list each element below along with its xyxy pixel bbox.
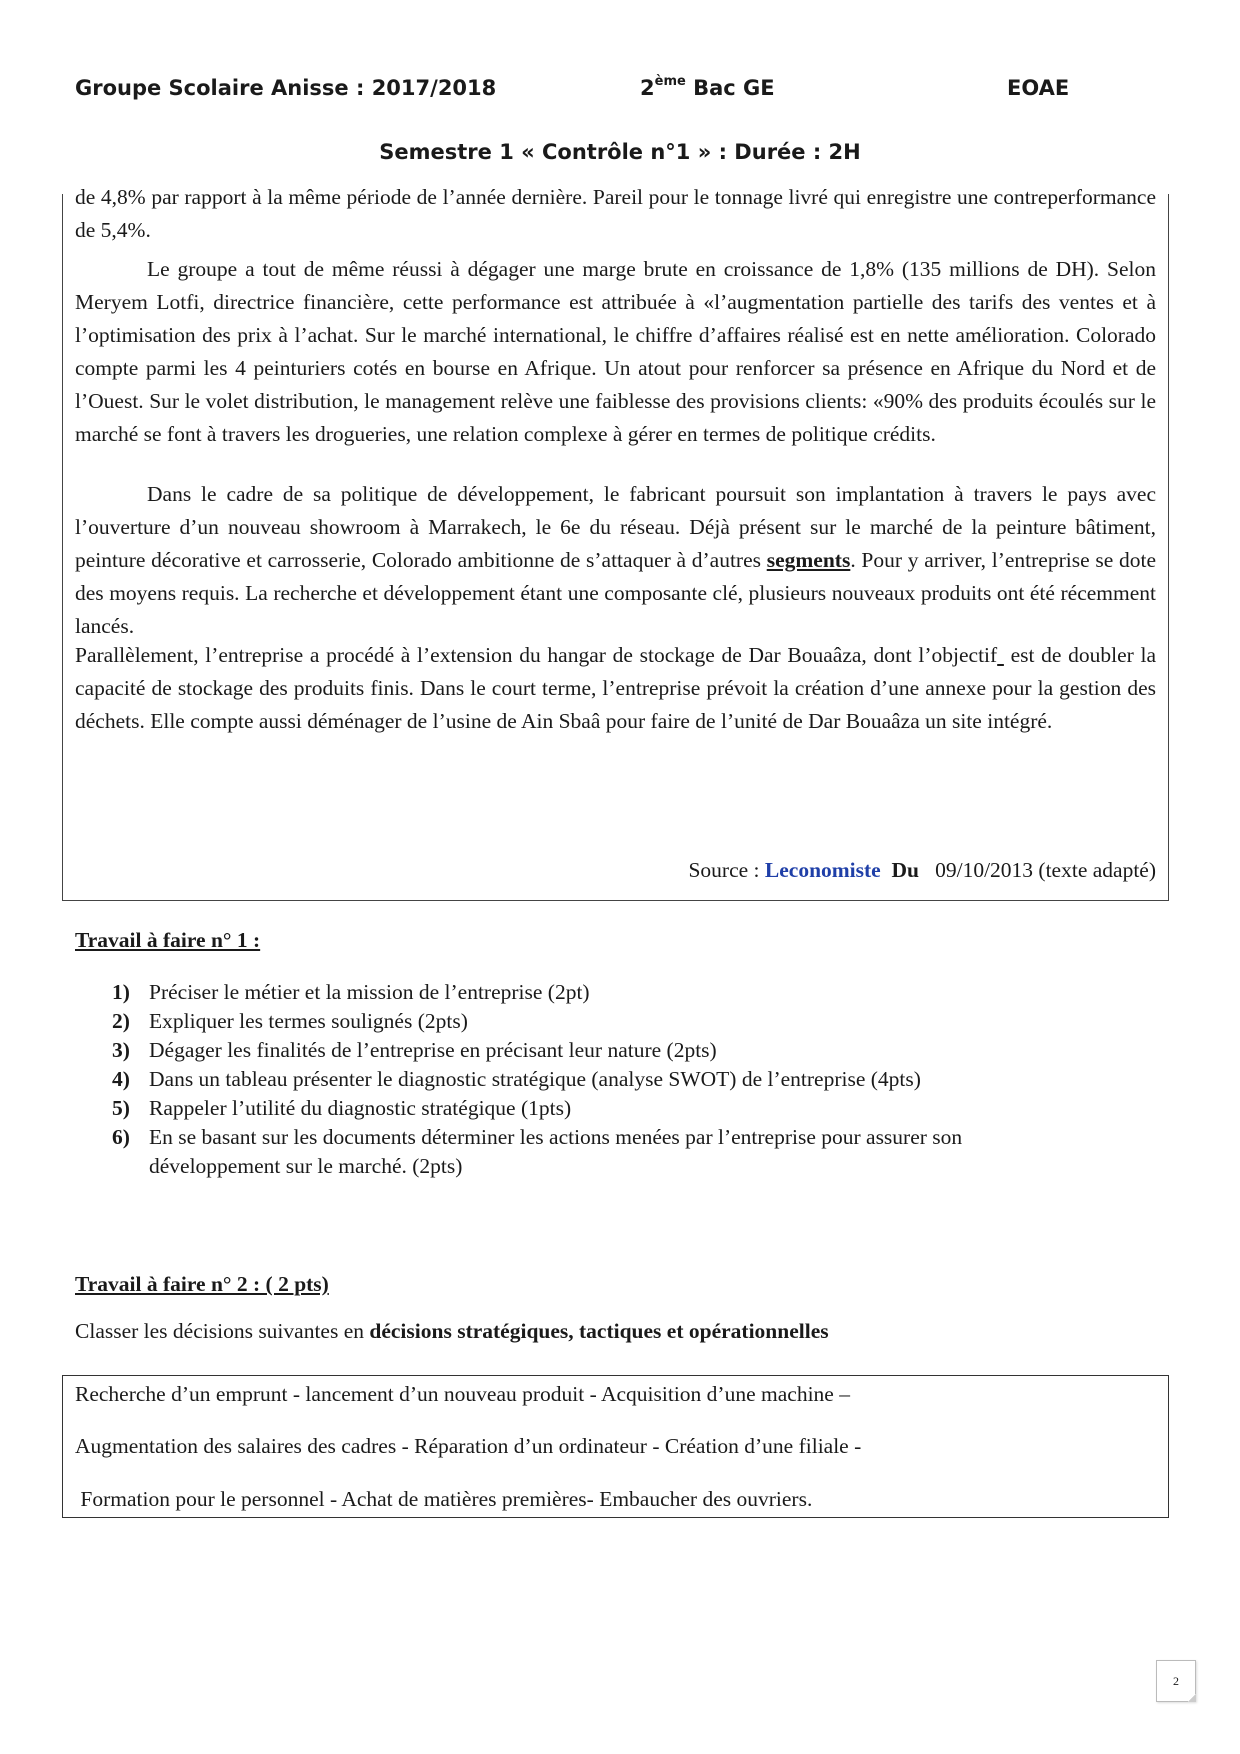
page-header <box>75 76 1075 110</box>
underlined-term: segments <box>766 548 851 572</box>
article-box <box>62 185 1169 901</box>
decision-line: Formation pour le personnel - Achat de matières premières- Embaucher des ouvriers. <box>75 1487 813 1511</box>
class-level: 2ème Bac GE <box>640 74 775 100</box>
task2-instruction: Classer les décisions suivantes en décisions stratégiques, tactiques et opérationnelles <box>75 1319 829 1343</box>
article-paragraph-4: Parallèlement, l’entreprise a procédé à l’extension du hangar de stockage de Dar Bouaâza, dont l’objectif est de doubler la capacité de stockage des produits finis. Dans le court terme, l’entreprise prévoit la création d’une annexe pour la gestion des déchets. Elle compte aussi déménager de l’usine de Ain Sbaâ pour faire de l’unité de Dar Bouaâza un site intégré. <box>75 643 1156 733</box>
task-item: 6) En se basant sur les documents déterminer les actions menées par l’entreprise pour assurer son développement sur le marché. (2pts) <box>112 1125 963 1178</box>
subject-name: EOAE <box>1007 76 1070 100</box>
decision-line: Recherche d’un emprunt - lancement d’un nouveau produit - Acquisition d’une machine – <box>75 1382 850 1406</box>
school-name: Groupe Scolaire Anisse : 2017/2018 <box>75 76 497 100</box>
exam-title: Semestre 1 « Contrôle n°1 » : Durée : 2H <box>379 140 861 164</box>
task1-list <box>75 978 1075 1181</box>
task-item: 1) Préciser le métier et la mission de l’entreprise (2pt) <box>112 980 590 1004</box>
decisions-box <box>62 1375 1169 1518</box>
article-paragraph-3: Dans le cadre de sa politique de développement, le fabricant poursuit son implantation à travers le pays avec l’ouverture d’un nouveau showroom à Marrakech, le 6e du réseau. Déjà présent sur le marché de la peinture bâtiment, peinture décorative et carrosserie, Colorado ambitionne de s’attaquer à d’autres segments. Pour y arriver, l’entreprise se dote des moyens requis. La recherche et développement étant une composante clé, plusieurs nouveaux produits ont été récemment lancés. <box>75 482 1156 638</box>
task1-title: Travail à faire n° 1 : <box>75 928 261 952</box>
task-item: 5) Rappeler l’utilité du diagnostic stratégique (1pts) <box>112 1096 572 1120</box>
page-number: 2 <box>1156 1660 1196 1702</box>
decision-line: Augmentation des salaires des cadres - Réparation d’un ordinateur - Création d’une filiale - <box>75 1434 862 1458</box>
task-item: 3) Dégager les finalités de l’entreprise en précisant leur nature (2pts) <box>112 1038 717 1062</box>
task-item: 4) Dans un tableau présenter le diagnostic stratégique (analyse SWOT) de l’entreprise (4pts) <box>112 1067 921 1091</box>
article-source: Source : Leconomiste Du 09/10/2013 (texte adapté) <box>688 858 1156 882</box>
task-item: 2) Expliquer les termes soulignés (2pts) <box>112 1009 468 1033</box>
source-journal: Leconomiste <box>764 858 881 882</box>
task2-title: Travail à faire n° 2 : ( 2 pts) <box>75 1272 329 1296</box>
article-paragraph-1: de 4,8% par rapport à la même période de l’année dernière. Pareil pour le tonnage livré qui enregistre une contreperformance de 5,4%. <box>75 185 1156 242</box>
article-paragraph-2: Le groupe a tout de même réussi à dégager une marge brute en croissance de 1,8% (135 millions de DH). Selon Meryem Lotfi, directrice financière, cette performance est attribuée à «l’augmentation partielle des tarifs des ventes et à l’optimisation des prix à l’achat. Sur le marché international, le chiffre d’affaires réalisé est en nette amélioration. Colorado compte parmi les 4 peinturiers cotés en bourse en Afrique. Un atout pour renforcer sa présence en Afrique du Nord et de l’Ouest. Sur le volet distribution, le management relève une faiblesse des provisions clients: «90% des produits écoulés sur le marché se font à travers les drogueries, une relation complexe à gérer en termes de politique crédits. <box>75 257 1156 446</box>
